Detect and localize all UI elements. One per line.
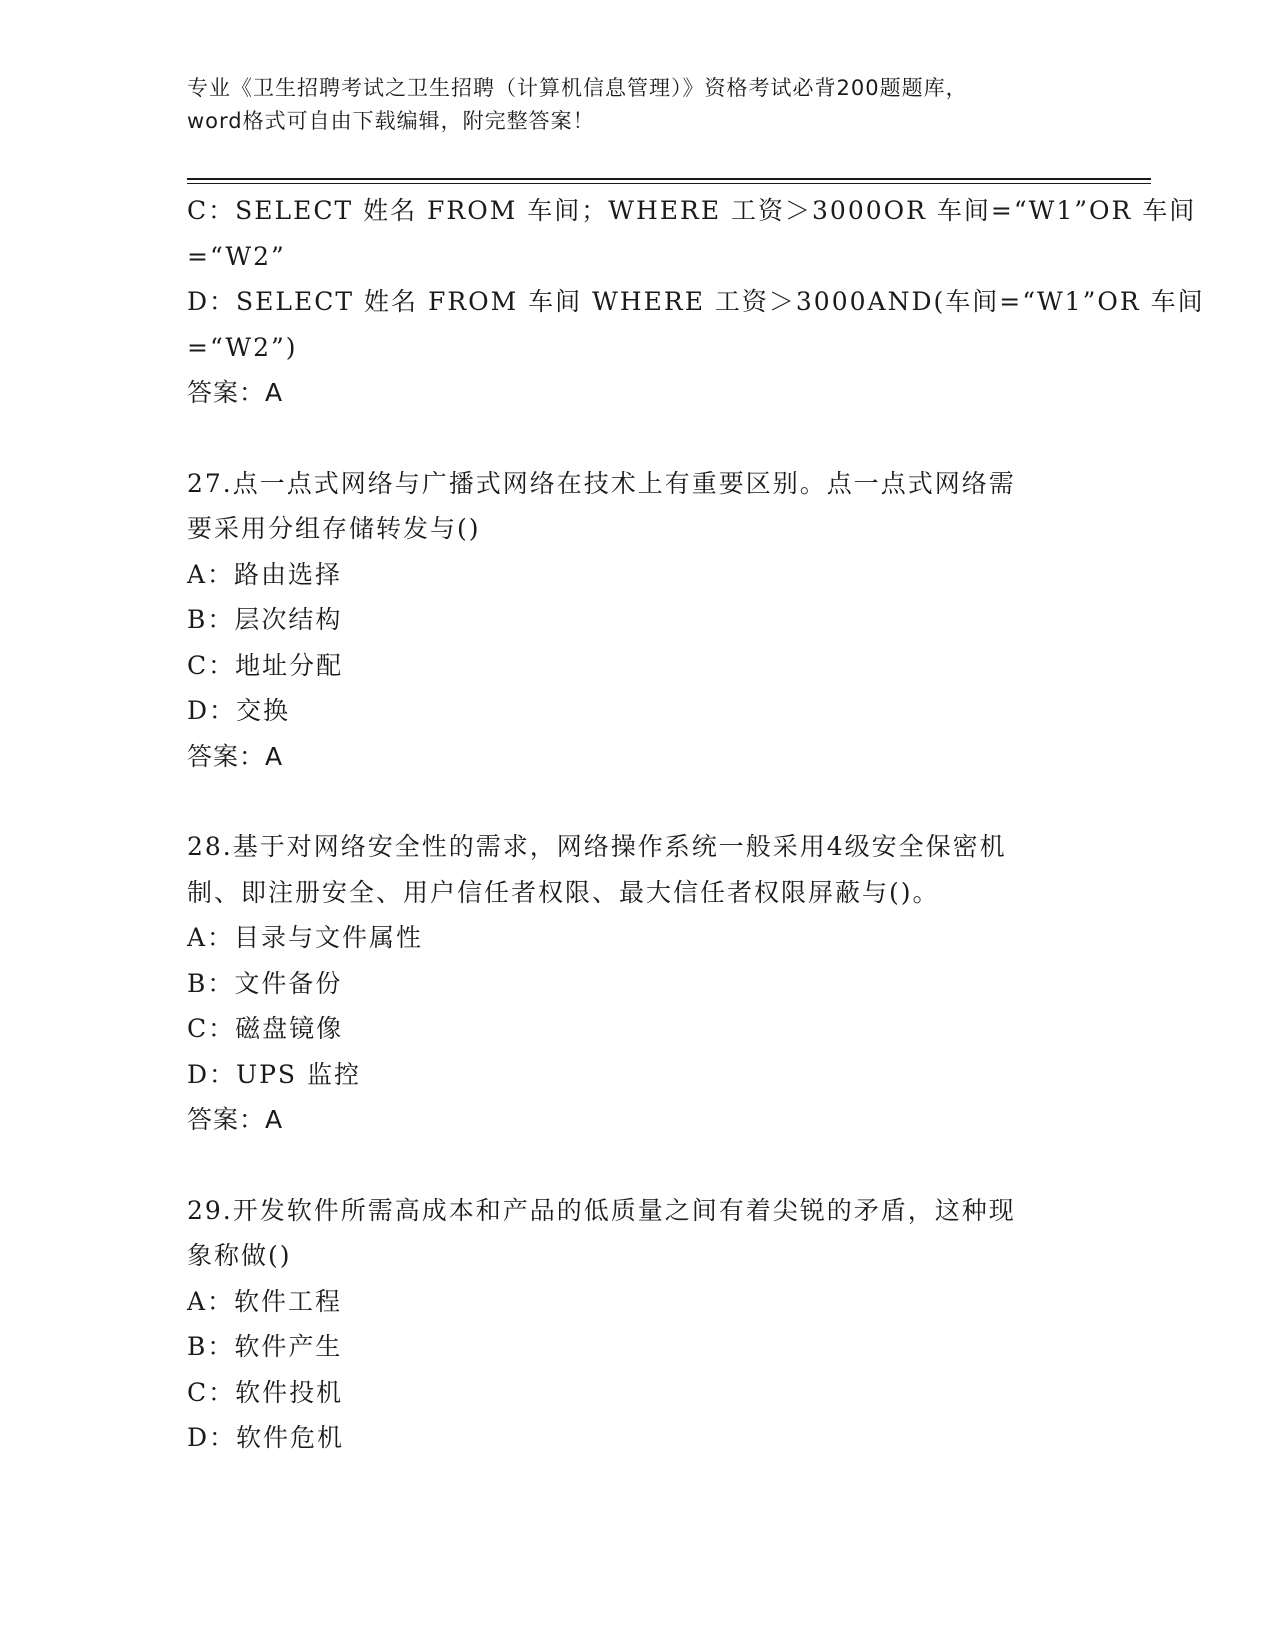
question-stem: 要采用分组存储转发与() [187, 514, 481, 543]
option-a: A：软件工程 [187, 1286, 343, 1316]
option-b: B：软件产生 [187, 1332, 343, 1361]
option-b: B：层次结构 [187, 605, 343, 634]
header-line-1: 专业《卫生招聘考试之卫生招聘（计算机信息管理）》资格考试必背200题题库， [187, 76, 968, 100]
question-29 [187, 1188, 1087, 1461]
answer-line: 答案：A [187, 1105, 284, 1134]
question-stem: 象称做() [187, 1241, 292, 1270]
header-divider-thin [187, 183, 1151, 184]
option-c: C：软件投机 [187, 1377, 344, 1407]
header-divider-thick [187, 178, 1151, 180]
prev-question-block [187, 188, 1205, 416]
option-d: D：交换 [187, 696, 291, 725]
question-stem: 制、即注册安全、用户信任者权限、最大信任者权限屏蔽与()。 [187, 877, 940, 907]
option-line: C：SELECT 姓名 FROM 车间；WHERE 工资＞3000OR 车间=“W1”OR 车间 [187, 196, 1197, 225]
option-c: C：磁盘镜像 [187, 1014, 344, 1043]
option-b: B：文件备份 [187, 968, 343, 998]
option-line: D：SELECT 姓名 FROM 车间 WHERE 工资＞3000AND(车间=“W1”OR 车间 [187, 287, 1205, 316]
option-line: =“W2”) [187, 332, 298, 362]
option-a: A：路由选择 [187, 559, 343, 589]
option-a: A：目录与文件属性 [187, 923, 424, 952]
answer-line: 答案：A [187, 378, 284, 407]
question-stem: 27.点一点式网络与广播式网络在技术上有重要区别。点一点式网络需 [187, 468, 1016, 498]
question-stem: 29.开发软件所需高成本和产品的低质量之间有着尖锐的矛盾，这种现 [187, 1195, 1016, 1225]
option-d: D：UPS 监控 [187, 1059, 362, 1089]
option-c: C：地址分配 [187, 650, 344, 680]
question-stem: 28.基于对网络安全性的需求，网络操作系统一般采用4级安全保密机 [187, 832, 1007, 861]
answer-line: 答案：A [187, 741, 284, 771]
document-header [187, 72, 1067, 138]
option-line: =“W2” [187, 241, 286, 271]
question-27 [187, 461, 1087, 780]
question-28 [187, 824, 1087, 1143]
document-content [187, 188, 1205, 1461]
header-line-2: word格式可自由下载编辑，附完整答案！ [187, 109, 595, 133]
option-d: D：软件危机 [187, 1423, 345, 1452]
